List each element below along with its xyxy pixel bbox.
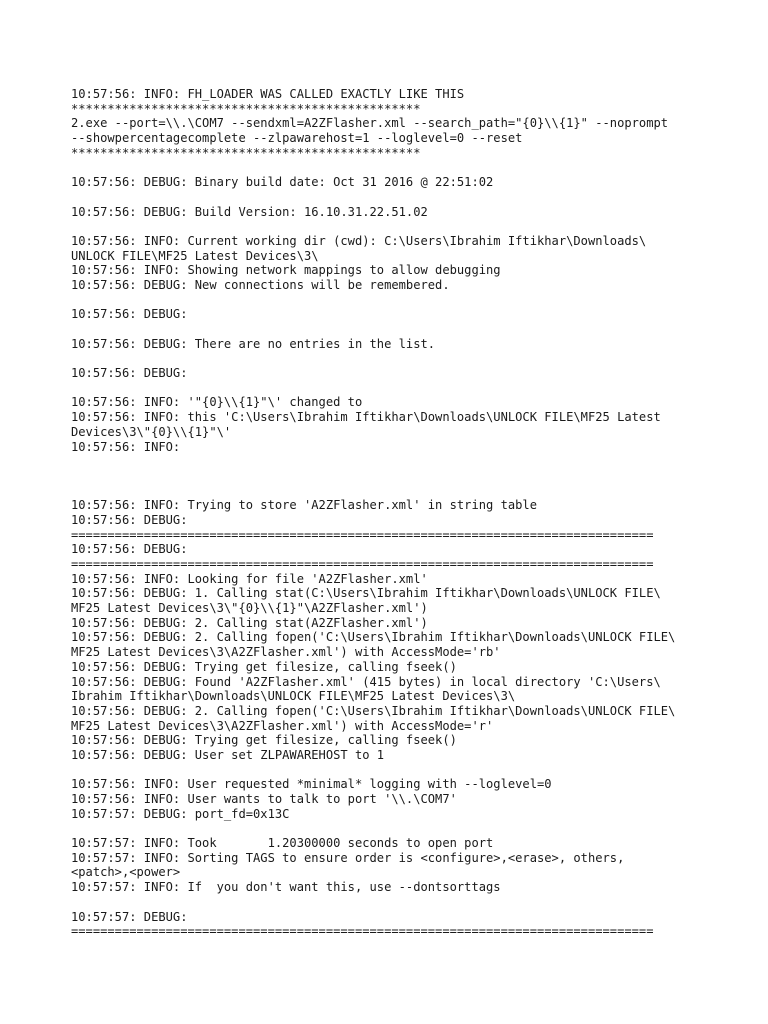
log-line: [71, 895, 711, 910]
log-line: 10:57:56: DEBUG: Binary build date: Oct 31 2016 @ 22:51:02: [71, 175, 494, 190]
log-line: [71, 293, 711, 308]
log-line: 10:57:56: INFO: FH_LOADER WAS CALLED EXACTLY LIKE THIS: [71, 87, 465, 101]
log-line: [71, 219, 711, 234]
log-line: [71, 484, 711, 499]
log-line: [71, 160, 711, 175]
log-line: 10:57:57: INFO: If you don't want this, use --dontsorttags: [71, 880, 501, 895]
log-line: --showpercentagecomplete --zlpawarehost=1 --loglevel=0 --reset: [71, 131, 523, 146]
log-line: ================================================================================: [71, 924, 654, 939]
log-line: 10:57:56: DEBUG: Found 'A2ZFlasher.xml' (415 bytes) in local directory 'C:\Users\: [71, 674, 661, 689]
log-text-block: [71, 87, 711, 939]
log-line: [71, 190, 711, 205]
log-line: [71, 381, 711, 396]
log-line: [71, 821, 711, 836]
log-line: 10:57:56: INFO: User wants to talk to port '\\.\COM7': [71, 792, 457, 806]
log-line: <patch>,<power>: [71, 865, 181, 880]
log-line: 10:57:56: INFO: '"{0}\\{1}"\' changed to: [71, 395, 363, 410]
log-line: ================================================================================: [71, 557, 654, 571]
log-line: UNLOCK FILE\MF25 Latest Devices\3\: [71, 248, 319, 263]
log-line: 10:57:56: DEBUG: 2. Calling fopen('C:\Users\Ibrahim Iftikhar\Downloads\UNLOCK FILE\: [71, 703, 676, 718]
log-line: 10:57:56: DEBUG:: [71, 542, 188, 557]
log-line: 10:57:56: DEBUG: Trying get filesize, calling fseek(): [71, 733, 457, 748]
log-line: [71, 351, 711, 366]
log-line: 10:57:56: DEBUG: 1. Calling stat(C:\Users\Ibrahim Iftikhar\Downloads\UNLOCK FILE\: [71, 586, 661, 601]
log-line: [71, 763, 711, 778]
log-line: 2.exe --port=\\.\COM7 --sendxml=A2ZFlasher.xml --search_path="{0}\\{1}" --noprompt: [71, 116, 669, 131]
log-line: Devices\3\"{0}\\{1}"\': [71, 424, 232, 439]
log-line: [71, 454, 711, 469]
log-line: 10:57:57: INFO: Took 1.20300000 seconds to open port: [71, 836, 494, 851]
log-line: 10:57:56: INFO: Trying to store 'A2ZFlasher.xml' in string table: [71, 498, 537, 513]
log-line: 10:57:56: DEBUG: Build Version: 16.10.31.22.51.02: [71, 204, 428, 219]
log-line: MF25 Latest Devices\3\A2ZFlasher.xml') with AccessMode='rb': [71, 645, 501, 660]
log-line: 10:57:56: DEBUG: User set ZLPAWAREHOST to 1: [71, 747, 385, 762]
log-line: ************************************************: [71, 101, 421, 116]
log-line: ************************************************: [71, 145, 421, 160]
log-line: ================================================================================: [71, 527, 654, 542]
log-line: 10:57:56: DEBUG:: [71, 512, 188, 527]
log-line: [71, 322, 711, 337]
log-line: MF25 Latest Devices\3\A2ZFlasher.xml') with AccessMode='r': [71, 718, 494, 733]
log-line: 10:57:56: DEBUG: New connections will be remembered.: [71, 277, 450, 292]
log-line: Ibrahim Iftikhar\Downloads\UNLOCK FILE\MF25 Latest Devices\3\: [71, 689, 516, 704]
log-line: 10:57:56: DEBUG: There are no entries in the list.: [71, 336, 436, 351]
log-line: 10:57:57: DEBUG:: [71, 909, 188, 924]
log-line: 10:57:57: DEBUG: port_fd=0x13C: [71, 806, 290, 821]
log-line: 10:57:56: DEBUG:: [71, 366, 188, 381]
log-line: 10:57:56: INFO: Current working dir (cwd): C:\Users\Ibrahim Iftikhar\Downloads\: [71, 233, 647, 248]
log-line: [71, 469, 711, 484]
log-line: 10:57:56: INFO: Showing network mappings to allow debugging: [71, 263, 501, 278]
log-line: 10:57:56: INFO:: [71, 439, 181, 454]
log-line: 10:57:56: DEBUG:: [71, 307, 188, 322]
log-line: MF25 Latest Devices\3\"{0}\\{1}"\A2ZFlasher.xml'): [71, 601, 428, 616]
log-line: 10:57:57: INFO: Sorting TAGS to ensure order is <configure>,<erase>, others,: [71, 850, 625, 865]
log-line: 10:57:56: DEBUG: 2. Calling stat(A2ZFlasher.xml'): [71, 615, 428, 630]
log-line: 10:57:56: INFO: User requested *minimal* logging with --loglevel=0: [71, 777, 552, 792]
log-line: 10:57:56: INFO: Looking for file 'A2ZFlasher.xml': [71, 571, 428, 586]
log-line: 10:57:56: DEBUG: 2. Calling fopen('C:\Users\Ibrahim Iftikhar\Downloads\UNLOCK FILE\: [71, 630, 676, 645]
log-line: 10:57:56: INFO: this 'C:\Users\Ibrahim Iftikhar\Downloads\UNLOCK FILE\MF25 Latest: [71, 410, 661, 425]
log-line: 10:57:56: DEBUG: Trying get filesize, calling fseek(): [71, 659, 457, 674]
